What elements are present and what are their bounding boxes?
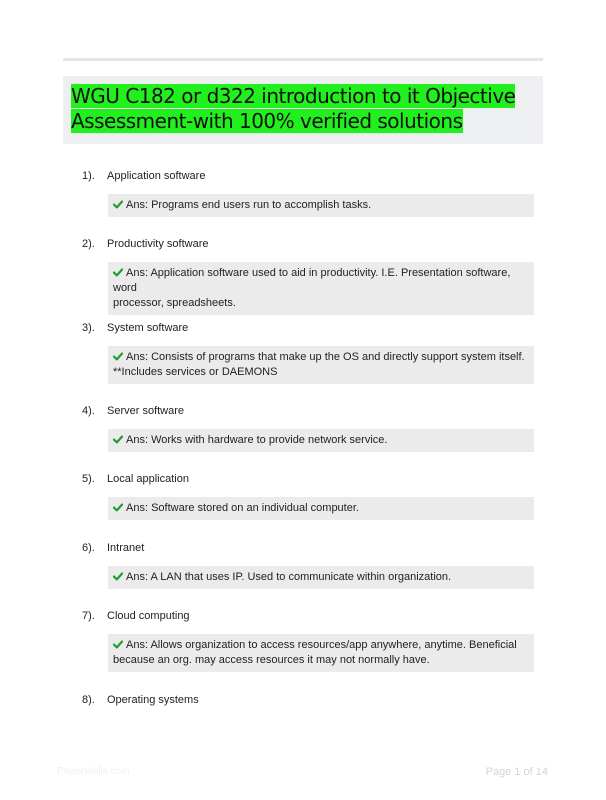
answer-box [108,634,534,672]
check-icon [113,572,123,581]
page-title [71,84,535,134]
page-indicator: Page 1 of 14 [485,766,548,778]
check-icon [113,503,123,512]
question-text: Operating systems [107,694,199,706]
question-text: Application software [107,170,206,182]
top-divider [63,58,543,61]
answer-box [108,346,534,384]
answer-line: because an org. may access resources it may not normally have. [113,654,430,666]
question-number: 2). [82,238,95,250]
answer-box [108,194,534,217]
question-text: Intranet [107,542,145,554]
question-text: Cloud computing [107,610,190,622]
check-icon [113,268,123,277]
answer-line: processor, spreadsheets. [113,297,236,309]
answer-line: Ans: A LAN that uses IP. Used to communicate within organization. [126,571,452,583]
answer-line: Ans: Consists of programs that make up the OS and directly support system itself. [126,351,525,363]
answer-box [108,497,534,520]
question-number: 6). [82,542,95,554]
question-number: 3). [82,322,95,334]
answer-line: Ans: Works with hardware to provide network service. [126,434,388,446]
title-block [63,76,543,144]
footer-watermark: PaperWalls.com [57,766,130,777]
answer-line: Ans: Application software used to aid in productivity. I.E. Presentation software, word [113,267,511,294]
answer-box [108,262,534,315]
question-text: Server software [107,405,185,417]
question-number: 8). [82,694,95,706]
question-number: 5). [82,473,95,485]
check-icon [113,640,123,649]
answer-line: Ans: Allows organization to access resources/app anywhere, anytime. Beneficial [126,639,517,651]
answer-line: Ans: Programs end users run to accomplish tasks. [126,199,372,211]
question-text: Productivity software [107,238,209,250]
check-icon [113,352,123,361]
question-number: 7). [82,610,95,622]
answer-box [108,566,534,589]
check-icon [113,200,123,209]
title-line-1: WGU C182 or d322 introduction to it Objective [71,84,516,108]
answer-line: Ans: Software stored on an individual computer. [126,502,359,514]
answer-box [108,429,534,452]
question-text: System software [107,322,189,334]
answer-line: **Includes services or DAEMONS [113,366,278,378]
question-number: 1). [82,170,95,182]
question-number: 4). [82,405,95,417]
question-text: Local application [107,473,189,485]
title-line-2: Assessment-with 100% verified solutions [71,109,463,133]
check-icon [113,435,123,444]
